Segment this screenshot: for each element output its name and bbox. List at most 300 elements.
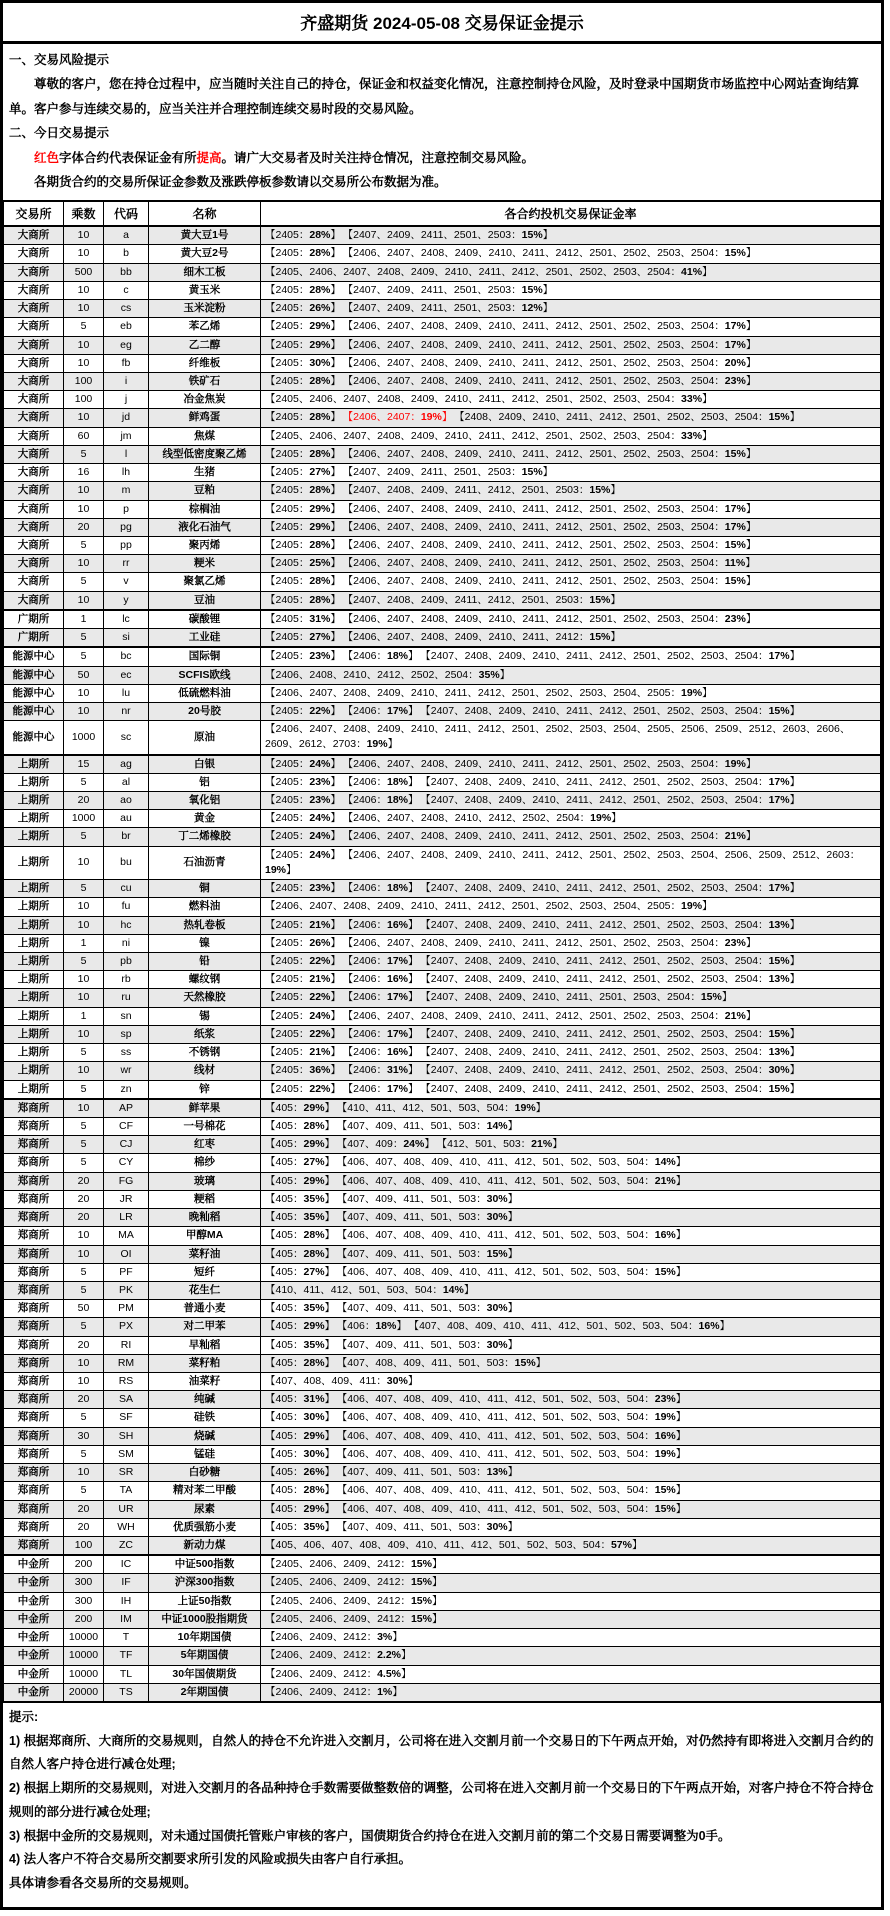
name-cell: 5年期国债 [149, 1647, 261, 1665]
margin-group: 【405：26%】 [265, 1466, 336, 1479]
multiplier-cell: 5 [64, 445, 104, 463]
table-row [4, 934, 881, 952]
exchange-cell: 能源中心 [4, 702, 64, 720]
table-row [4, 391, 881, 409]
exchange-cell: 大商所 [4, 555, 64, 573]
margin-group: 【2406：17%】 [347, 991, 419, 1004]
table-row [4, 1409, 881, 1427]
code-cell: a [104, 226, 149, 245]
name-cell: 聚丙烯 [149, 536, 261, 554]
margin-group: 【2405、2406、2409、2412：15%】 [265, 1594, 443, 1607]
margin-rate-cell [261, 773, 881, 791]
risk-section-text: 尊敬的客户，您在持仓过程中，应当随时关注自己的持仓，保证金和权益变化情况，注意控制持仓风险，及时登录中国期货市场监控中心网站查询结算单。客户参与连续交易的，应当关注并合理控制连续交易时段的交易风险。 [9, 77, 860, 116]
header-margin-rate: 各合约投机交易保证金率 [261, 201, 881, 226]
multiplier-cell: 1000 [64, 721, 104, 755]
exchange-cell: 上期所 [4, 934, 64, 952]
multiplier-cell: 10 [64, 226, 104, 245]
header-code: 代码 [104, 201, 149, 226]
name-cell: 尿素 [149, 1500, 261, 1518]
table-row [4, 1117, 881, 1135]
margin-rate-cell [261, 1647, 881, 1665]
margin-group: 【406、407、408、409、410、411、412、501、502、503、504：14%】 [342, 1156, 687, 1169]
exchange-cell: 上期所 [4, 1007, 64, 1025]
exchange-cell: 能源中心 [4, 684, 64, 702]
table-row [4, 828, 881, 846]
exchange-cell: 大商所 [4, 518, 64, 536]
code-cell: rb [104, 971, 149, 989]
multiplier-cell: 5 [64, 1263, 104, 1281]
name-cell: 纸浆 [149, 1025, 261, 1043]
margin-group: 【407、409、411、501、503：14%】 [342, 1119, 519, 1132]
margin-group: 【405：27%】 [265, 1156, 336, 1169]
name-cell: 铅 [149, 953, 261, 971]
margin-group: 【406、407、408、409、410、411、412、501、502、503、504：15%】 [342, 1265, 687, 1278]
margin-group: 【405、406、407、408、409、410、411、412、501、502、503、504：57%】 [265, 1539, 643, 1551]
table-row [4, 226, 881, 245]
name-cell: 中证1000股指期货 [149, 1610, 261, 1628]
exchange-cell: 郑商所 [4, 1136, 64, 1154]
multiplier-cell: 1 [64, 610, 104, 629]
margin-group: 【2405：28%】 [265, 247, 341, 260]
margin-rate-cell [261, 1227, 881, 1245]
exchange-cell: 中金所 [4, 1555, 64, 1574]
name-cell: 焦煤 [149, 427, 261, 445]
code-cell: RS [104, 1373, 149, 1391]
margin-group: 【406、407、408、409、410、411、412、501、502、503、504：21%】 [342, 1174, 687, 1187]
table-row [4, 1190, 881, 1208]
code-cell: rr [104, 555, 149, 573]
name-cell: 生猪 [149, 464, 261, 482]
note-item: 3) 根据中金所的交易规则，对未通过国债托管账户审核的客户，国债期货合约持仓在进入交割月前的第二个交易日需要调整为0手。 [9, 1828, 731, 1843]
exchange-cell: 中金所 [4, 1574, 64, 1592]
margin-group: 【405：28%】 [265, 1356, 336, 1369]
margin-rate-cell [261, 1263, 881, 1281]
margin-rate-cell [261, 629, 881, 648]
margin-group: 【405：31%】 [265, 1393, 336, 1406]
exchange-cell: 上期所 [4, 1025, 64, 1043]
margin-rate-cell [261, 1190, 881, 1208]
multiplier-cell: 20000 [64, 1683, 104, 1702]
multiplier-cell: 10 [64, 409, 104, 427]
code-cell: IC [104, 1555, 149, 1574]
code-cell: sn [104, 1007, 149, 1025]
margin-group: 【406：18%】 [342, 1320, 407, 1333]
table-row [4, 1391, 881, 1409]
margin-group: 【2405：22%】 [265, 704, 341, 717]
code-cell: b [104, 245, 149, 263]
margin-group: 【2407、2408、2409、2410、2411、2412、2501、2502、2503、2504：15%】 [425, 1027, 801, 1040]
margin-group: 【2405：24%】 [265, 830, 341, 843]
margin-rate-cell [261, 1062, 881, 1080]
margin-rate-cell [261, 354, 881, 372]
table-row [4, 1136, 881, 1154]
name-cell: 细木工板 [149, 263, 261, 281]
exchange-cell: 上期所 [4, 953, 64, 971]
table-row [4, 464, 881, 482]
multiplier-cell: 200 [64, 1610, 104, 1628]
margin-group: 【2407、2409、2411、2501、2503：12%】 [347, 302, 554, 315]
margin-group: 【2405：21%】 [265, 918, 341, 931]
margin-group: 【2405：29%】 [265, 502, 341, 515]
code-cell: i [104, 373, 149, 391]
exchange-cell: 大商所 [4, 373, 64, 391]
margin-rate-cell [261, 647, 881, 666]
table-row [4, 1629, 881, 1647]
multiplier-cell: 5 [64, 629, 104, 648]
margin-group: 【2406、2407、2408、2409、2410、2411、2412、2501、2502、2503、2504：17%】 [347, 320, 757, 333]
exchange-cell: 郑商所 [4, 1263, 64, 1281]
margin-group: 【2407、2408、2409、2411、2412、2501、2503：15%】 [347, 484, 621, 497]
multiplier-cell: 10 [64, 1245, 104, 1263]
multiplier-cell: 10 [64, 500, 104, 518]
table-row [4, 702, 881, 720]
name-cell: 20号胶 [149, 702, 261, 720]
margin-group: 【405：28%】 [265, 1247, 336, 1260]
margin-rate-cell [261, 482, 881, 500]
name-cell: 线型低密度聚乙烯 [149, 445, 261, 463]
page-title: 齐盛期货 2024-05-08 交易保证金提示 [3, 3, 881, 44]
code-cell: l [104, 445, 149, 463]
multiplier-cell: 30 [64, 1427, 104, 1445]
table-row [4, 971, 881, 989]
margin-group: 【410、411、412、501、503、504：19%】 [342, 1101, 547, 1114]
exchange-cell: 郑商所 [4, 1445, 64, 1463]
name-cell: 豆油 [149, 591, 261, 610]
code-cell: T [104, 1629, 149, 1647]
name-cell: 冶金焦炭 [149, 391, 261, 409]
margin-rate-cell [261, 1555, 881, 1574]
margin-group: 【406、407、408、409、410、411、412、501、502、503、504：16%】 [342, 1429, 687, 1442]
name-cell: 精对苯二甲酸 [149, 1482, 261, 1500]
table-row [4, 989, 881, 1007]
multiplier-cell: 5 [64, 647, 104, 666]
multiplier-cell: 10 [64, 1227, 104, 1245]
multiplier-cell: 50 [64, 666, 104, 684]
code-cell: br [104, 828, 149, 846]
margin-rate-cell [261, 1044, 881, 1062]
table-row [4, 1683, 881, 1702]
name-cell: 锰硅 [149, 1445, 261, 1463]
code-cell: lc [104, 610, 149, 629]
today-highlight-line [9, 146, 875, 170]
margin-group: 【2406、2407、2408、2409、2410、2411、2412、2501、2502、2503、2504、2505：19%】 [265, 686, 713, 699]
name-cell: 菜籽油 [149, 1245, 261, 1263]
code-cell: SM [104, 1445, 149, 1463]
margin-rate-cell [261, 898, 881, 916]
table-row [4, 373, 881, 391]
note-item: 1) 根据郑商所、大商所的交易规则，自然人的持仓不允许进入交割月，公司将在进入交割月前一个交易日的下午两点开始，对仍然持有即将进入交割月合约的自然人客户持仓进行减仓处理; [9, 1733, 874, 1772]
margin-rate-cell [261, 318, 881, 336]
name-cell: 热轧卷板 [149, 916, 261, 934]
multiplier-cell: 60 [64, 427, 104, 445]
margin-group: 【2405：23%】 [265, 650, 341, 663]
code-cell: eg [104, 336, 149, 354]
exchange-cell: 中金所 [4, 1665, 64, 1683]
multiplier-cell: 10 [64, 555, 104, 573]
code-cell: ni [104, 934, 149, 952]
margin-rate-cell [261, 666, 881, 684]
name-cell: 液化石油气 [149, 518, 261, 536]
table-row [4, 898, 881, 916]
margin-rate-cell [261, 792, 881, 810]
margin-group: 【2405：28%】 [265, 229, 341, 242]
name-cell: 铜 [149, 880, 261, 898]
margin-rate-cell [261, 934, 881, 952]
code-cell: j [104, 391, 149, 409]
margin-group: 【2405：23%】 [265, 882, 341, 895]
code-cell: SR [104, 1464, 149, 1482]
margin-rate-cell [261, 880, 881, 898]
code-cell: cu [104, 880, 149, 898]
code-cell: SH [104, 1427, 149, 1445]
margin-rate-cell [261, 1318, 881, 1336]
table-row [4, 1281, 881, 1299]
red-word-tigao: 提高 [196, 150, 222, 165]
multiplier-cell: 10 [64, 1354, 104, 1372]
name-cell: 短纤 [149, 1263, 261, 1281]
table-row [4, 300, 881, 318]
code-cell: ru [104, 989, 149, 1007]
margin-rate-cell [261, 953, 881, 971]
name-cell: 线材 [149, 1062, 261, 1080]
code-cell: OI [104, 1245, 149, 1263]
margin-group: 【407、408、409、411、501、503：15%】 [342, 1356, 547, 1369]
margin-rate-cell [261, 1592, 881, 1610]
table-row [4, 1592, 881, 1610]
margin-group: 【2406：18%】 [347, 775, 419, 788]
exchange-cell: 大商所 [4, 573, 64, 591]
exchange-cell: 上期所 [4, 828, 64, 846]
margin-group: 【405：29%】 [265, 1429, 336, 1442]
table-row [4, 1354, 881, 1372]
exchange-cell: 郑商所 [4, 1172, 64, 1190]
exchange-cell: 大商所 [4, 318, 64, 336]
margin-group: 【2406：31%】 [347, 1064, 419, 1077]
name-cell: 黄玉米 [149, 281, 261, 299]
margin-rate-cell [261, 702, 881, 720]
margin-group: 【2405：24%】 [265, 757, 341, 770]
code-cell: eb [104, 318, 149, 336]
margin-group: 【2405、2406、2407、2408、2409、2410、2411、2412、2501、2502、2503、2504：33%】 [265, 429, 713, 442]
multiplier-cell: 300 [64, 1574, 104, 1592]
table-row [4, 880, 881, 898]
margin-group: 【406、407、408、409、410、411、412、501、502、503、504：16%】 [342, 1229, 687, 1242]
name-cell: 苯乙烯 [149, 318, 261, 336]
margin-group: 【405：27%】 [265, 1265, 336, 1278]
name-cell: 黄大豆2号 [149, 245, 261, 263]
margin-group: 【2405、2406、2407、2408、2409、2410、2411、2412、2501、2502、2503、2504：41%】 [265, 265, 713, 278]
code-cell: ag [104, 755, 149, 774]
margin-rate-cell [261, 1537, 881, 1556]
margin-rate-cell [261, 591, 881, 610]
name-cell: 纯碱 [149, 1391, 261, 1409]
margin-rate-cell [261, 373, 881, 391]
note-item: 2) 根据上期所的交易规则，对进入交割月的各品种持仓手数需要做整数倍的调整，公司将在进入交割月前一个交易日的下午两点开始，对客户持仓不符合持仓规则的部分进行减仓处理; [9, 1781, 874, 1819]
margin-group: 【412、501、503：21%】 [441, 1138, 563, 1151]
margin-group: 【2405：31%】 [265, 612, 341, 625]
exchange-cell: 上期所 [4, 916, 64, 934]
name-cell: 玉米淀粉 [149, 300, 261, 318]
margin-group: 【2407、2408、2409、2410、2411、2501、2503、2504：15%】 [425, 991, 733, 1004]
margin-rate-cell [261, 1445, 881, 1463]
margin-group: 【2406、2407、2408、2409、2410、2411、2412、2501、2502、2503、2504：15%】 [347, 538, 757, 551]
code-cell: AP [104, 1099, 149, 1118]
name-cell: 纤维板 [149, 354, 261, 372]
margin-group: 【407、408、409、410、411、412、501、502、503、504：16%】 [413, 1320, 731, 1333]
margin-rate-cell [261, 226, 881, 245]
table-row [4, 1007, 881, 1025]
margin-rate-cell [261, 300, 881, 318]
code-cell: LR [104, 1209, 149, 1227]
today-section-heading: 二、今日交易提示 [9, 126, 110, 141]
margin-group: 【407、409、411、501、503：30%】 [342, 1211, 519, 1224]
margin-group: 【2406、2407、2408、2409、2410、2411、2412、2501、2502、2503、2504：17%】 [347, 338, 757, 351]
margin-group: 【405：30%】 [265, 1411, 336, 1424]
table-row [4, 245, 881, 263]
margin-group: 【2405：28%】 [265, 575, 341, 588]
multiplier-cell: 5 [64, 828, 104, 846]
margin-rate-cell [261, 1427, 881, 1445]
name-cell: 锡 [149, 1007, 261, 1025]
code-cell: jd [104, 409, 149, 427]
margin-group: 【407、409：24%】 [342, 1138, 435, 1151]
margin-rate-cell [261, 1409, 881, 1427]
margin-rate-cell [261, 555, 881, 573]
margin-rate-cell [261, 1574, 881, 1592]
margin-rate-cell [261, 1209, 881, 1227]
name-cell: 氧化铝 [149, 792, 261, 810]
margin-group: 【2406：17%】 [347, 1082, 419, 1095]
margin-group: 【2407、2408、2409、2410、2411、2412、2501、2502、2503、2504：15%】 [425, 1082, 801, 1095]
margin-rate-cell [261, 427, 881, 445]
multiplier-cell: 5 [64, 953, 104, 971]
name-cell: 工业硅 [149, 629, 261, 648]
table-row [4, 810, 881, 828]
exchange-cell: 中金所 [4, 1592, 64, 1610]
multiplier-cell: 10 [64, 300, 104, 318]
margin-group: 【2406、2407、2408、2409、2410、2411、2412、2501、2502、2503、2504：23%】 [347, 375, 757, 387]
margin-group: 【2405：25%】 [265, 557, 341, 570]
table-row [4, 1318, 881, 1336]
multiplier-cell: 100 [64, 373, 104, 391]
exchange-cell: 大商所 [4, 482, 64, 500]
margin-group: 【2406：18%】 [347, 882, 419, 895]
margin-group: 【2405：23%】 [265, 794, 341, 807]
margin-rate-cell [261, 755, 881, 774]
name-cell: 粳米 [149, 555, 261, 573]
risk-section-heading: 一、交易风险提示 [9, 53, 110, 67]
table-row [4, 1044, 881, 1062]
margin-rate-cell [261, 610, 881, 629]
margin-group: 【405：35%】 [265, 1192, 336, 1205]
code-cell: TS [104, 1683, 149, 1702]
exchange-cell: 郑商所 [4, 1154, 64, 1172]
margin-group: 【2406：18%】 [347, 650, 419, 663]
margin-group: 【2405：21%】 [265, 973, 341, 986]
name-cell: 丁二烯橡胶 [149, 828, 261, 846]
margin-group: 【2406、2407、2408、2409、2410、2411、2412、2501、2502、2503、2504：15%】 [347, 447, 757, 460]
code-cell: ZC [104, 1537, 149, 1556]
exchange-cell: 能源中心 [4, 647, 64, 666]
margin-group: 【405：28%】 [265, 1119, 336, 1132]
table-row [4, 1099, 881, 1118]
code-cell: SF [104, 1409, 149, 1427]
multiplier-cell: 1 [64, 1007, 104, 1025]
name-cell: 中证500指数 [149, 1555, 261, 1574]
table-row [4, 684, 881, 702]
margin-rate-cell [261, 518, 881, 536]
name-cell: 黄金 [149, 810, 261, 828]
margin-group: 【2406、2407、2408、2409、2410、2411、2412、2501、2502、2503、2504：23%】 [347, 936, 757, 949]
exchange-cell: 上期所 [4, 773, 64, 791]
margin-rate-cell [261, 445, 881, 463]
margin-group: 【2406：16%】 [347, 973, 419, 986]
multiplier-cell: 10 [64, 245, 104, 263]
name-cell: 黄大豆1号 [149, 226, 261, 245]
multiplier-cell: 5 [64, 536, 104, 554]
margin-rate-cell [261, 1336, 881, 1354]
margin-rate-cell [261, 1482, 881, 1500]
code-cell: CJ [104, 1136, 149, 1154]
table-row [4, 1610, 881, 1628]
margin-rate-cell [261, 1172, 881, 1190]
multiplier-cell: 500 [64, 263, 104, 281]
name-cell: 鲜鸡蛋 [149, 409, 261, 427]
table-row [4, 336, 881, 354]
margin-group: 【2405：28%】 [265, 538, 341, 551]
code-cell: sp [104, 1025, 149, 1043]
name-cell: 优质强筋小麦 [149, 1518, 261, 1536]
margin-table-body [4, 226, 881, 1702]
exchange-cell: 郑商所 [4, 1409, 64, 1427]
code-cell: pg [104, 518, 149, 536]
table-header-row [4, 201, 881, 226]
name-cell: 豆粕 [149, 482, 261, 500]
margin-group: 【2407、2408、2409、2411、2412、2501、2503：15%】 [347, 593, 621, 606]
exchange-cell: 郑商所 [4, 1518, 64, 1536]
code-cell: fu [104, 898, 149, 916]
code-cell: si [104, 629, 149, 648]
exchange-cell: 上期所 [4, 898, 64, 916]
margin-group: 【2405：22%】 [265, 1082, 341, 1095]
margin-rate-cell [261, 989, 881, 1007]
name-cell: 烧碱 [149, 1427, 261, 1445]
margin-group: 【2406、2407、2408、2409、2410、2411、2412：15%】 [347, 631, 621, 644]
table-row [4, 1647, 881, 1665]
table-row [4, 1445, 881, 1463]
margin-rate-cell [261, 721, 881, 755]
code-cell: TL [104, 1665, 149, 1683]
code-cell: FG [104, 1172, 149, 1190]
code-cell: nr [104, 702, 149, 720]
margin-group: 【2406、2409、2412：2.2%】 [265, 1649, 412, 1662]
exchange-cell: 上期所 [4, 755, 64, 774]
exchange-cell: 郑商所 [4, 1373, 64, 1391]
margin-group: 【405：35%】 [265, 1520, 336, 1533]
exchange-cell: 郑商所 [4, 1537, 64, 1556]
multiplier-cell: 5 [64, 573, 104, 591]
name-cell: 新动力煤 [149, 1537, 261, 1556]
multiplier-cell: 5 [64, 1409, 104, 1427]
margin-rate-cell [261, 281, 881, 299]
multiplier-cell: 10 [64, 898, 104, 916]
table-row [4, 536, 881, 554]
margin-group: 【407、409、411、501、503：30%】 [342, 1338, 519, 1351]
table-row [4, 953, 881, 971]
exchange-cell: 大商所 [4, 591, 64, 610]
exchange-cell: 广期所 [4, 629, 64, 648]
margin-group: 【405：29%】 [265, 1138, 336, 1151]
